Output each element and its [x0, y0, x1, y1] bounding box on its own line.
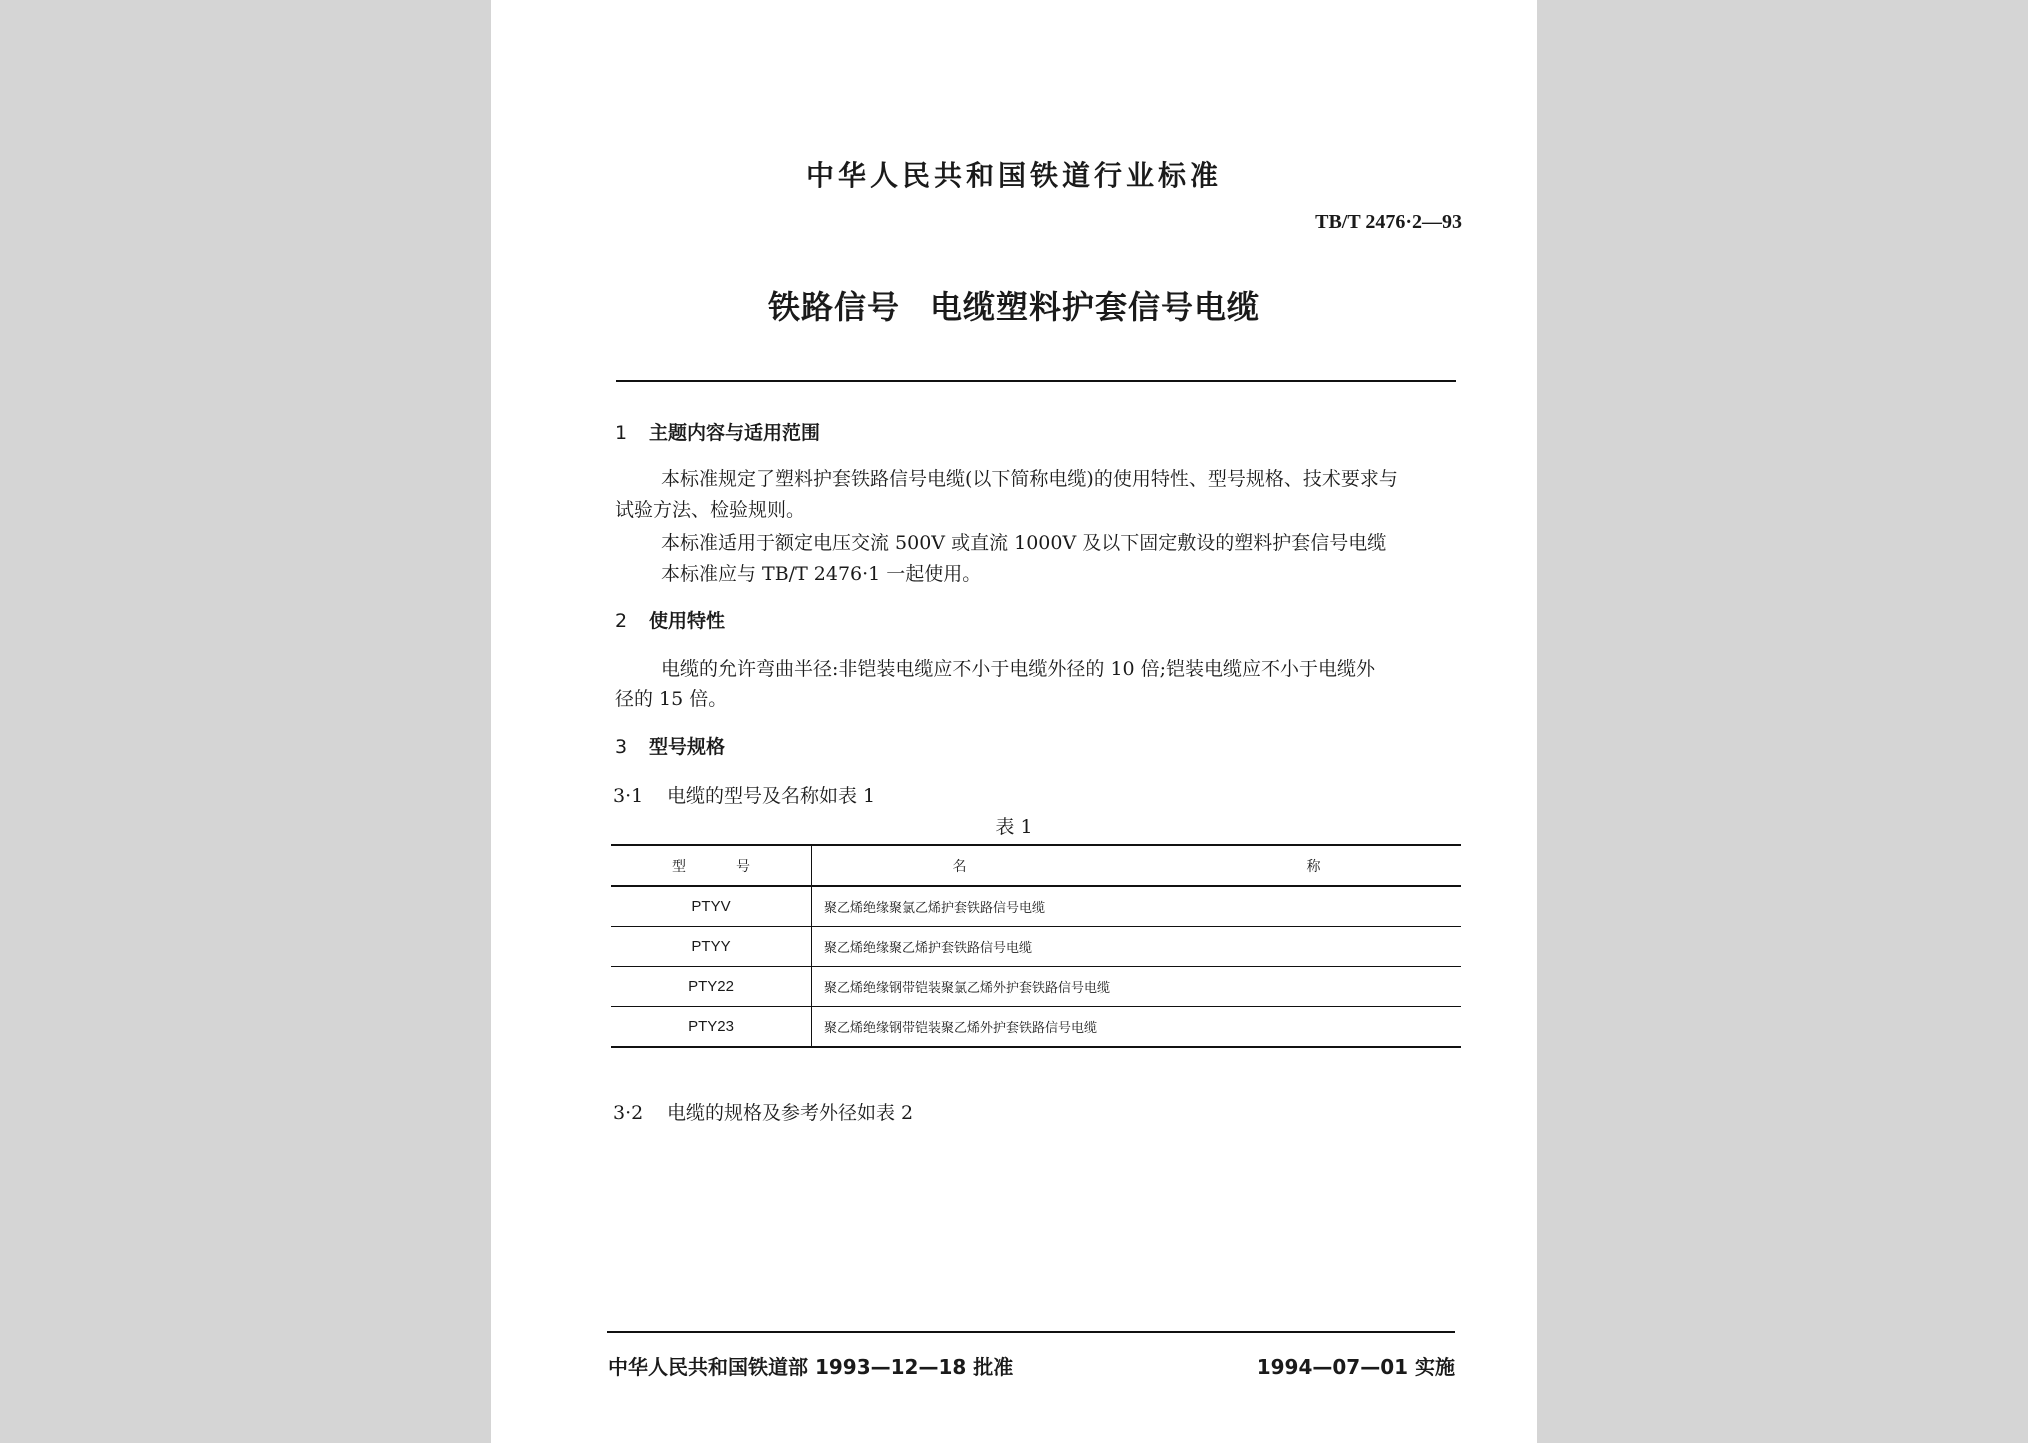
section-3-heading — [615, 732, 725, 759]
section-2-title: 使用特性 — [649, 610, 726, 632]
header-divider — [616, 380, 1456, 382]
table-row — [611, 1007, 1461, 1048]
table-header-model — [611, 845, 812, 886]
section-1-heading — [615, 418, 820, 445]
document-title-part1: 铁路信号 — [767, 288, 900, 326]
standard-category-title: 中华人民共和国铁道行业标准 — [805, 159, 1222, 192]
table-header-name — [812, 845, 1462, 886]
section-2-para-1-line-1: 电缆的允许弯曲半径:非铠装电缆应不小于电缆外径的 10 倍;铠装电缆应不小于电缆外 — [661, 658, 1376, 680]
implementation-date: 1994—07—01 实施 — [1256, 1355, 1455, 1379]
subsection-3-2 — [613, 1098, 913, 1125]
document-title-part2: 电缆塑料护套信号电缆 — [930, 288, 1261, 326]
table-header-row — [611, 845, 1461, 886]
table-row — [611, 927, 1461, 967]
section-3-number: 3 — [615, 736, 628, 758]
subsection-3-1-number: 3·1 — [613, 785, 644, 807]
document-title — [491, 282, 1537, 328]
table-header-name-char-1: 名 — [952, 858, 967, 875]
table-row — [611, 886, 1461, 927]
table-cell-model: PTY23 — [611, 1007, 812, 1048]
table-cell-model: PTYV — [611, 886, 812, 927]
table-1-caption: 表 1 — [995, 816, 1033, 838]
section-1-para-1-line-2: 试验方法、检验规则。 — [615, 499, 806, 521]
table-cell-name: 聚乙烯绝缘聚乙烯护套铁路信号电缆 — [824, 941, 1033, 956]
table-1 — [611, 844, 1461, 1048]
standard-number: TB/T 2476·2—93 — [1315, 211, 1462, 233]
table-cell-name: 聚乙烯绝缘聚氯乙烯护套铁路信号电缆 — [824, 901, 1046, 916]
table-header-model-char-1: 型 — [672, 858, 686, 875]
section-1-para-2: 本标准适用于额定电压交流 500V 或直流 1000V 及以下固定敷设的塑料护套信号电缆 — [661, 532, 1387, 554]
table-header-model-char-2: 号 — [736, 858, 750, 875]
subsection-3-2-text: 电缆的规格及参考外径如表 2 — [667, 1102, 914, 1124]
subsection-3-1 — [613, 781, 875, 808]
table-cell-model: PTY22 — [611, 967, 812, 1007]
section-3-title: 型号规格 — [649, 736, 726, 758]
section-1-para-3: 本标准应与 TB/T 2476·1 一起使用。 — [661, 563, 982, 585]
subsection-3-2-number: 3·2 — [613, 1102, 644, 1124]
table-cell-name: 聚乙烯绝缘钢带铠装聚乙烯外护套铁路信号电缆 — [824, 1021, 1098, 1036]
subsection-3-1-text: 电缆的型号及名称如表 1 — [667, 785, 876, 807]
section-2-number: 2 — [615, 610, 628, 632]
table-row — [611, 967, 1461, 1007]
document-page — [491, 0, 1537, 1443]
approval-statement: 中华人民共和国铁道部 1993—12—18 批准 — [608, 1355, 1014, 1379]
section-1-para-1-line-1: 本标准规定了塑料护套铁路信号电缆(以下简称电缆)的使用特性、型号规格、技术要求与 — [661, 468, 1398, 490]
table-cell-model: PTYY — [611, 927, 812, 967]
table-cell-name: 聚乙烯绝缘钢带铠装聚氯乙烯外护套铁路信号电缆 — [824, 981, 1111, 996]
table-header-name-char-2: 称 — [1306, 858, 1321, 875]
section-2-para-1-line-2: 径的 15 倍。 — [615, 688, 728, 710]
footer-divider — [607, 1331, 1455, 1333]
section-1-title: 主题内容与适用范围 — [649, 422, 821, 444]
section-1-number: 1 — [615, 422, 628, 444]
section-2-heading — [615, 606, 725, 633]
